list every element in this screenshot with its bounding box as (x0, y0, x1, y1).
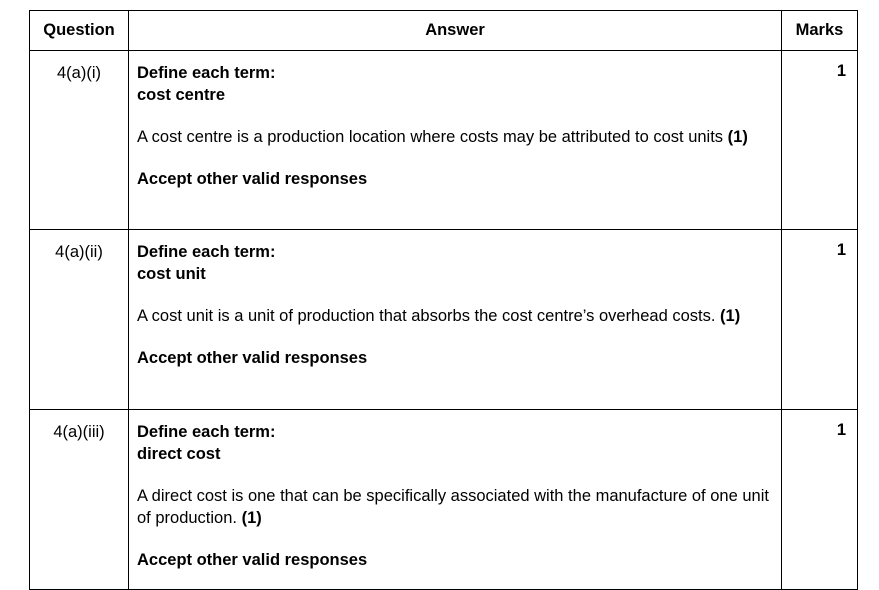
answer-prompt: Define each term: (137, 243, 276, 261)
answer-cell (129, 230, 782, 410)
answer-note: Accept other valid responses (137, 170, 368, 188)
question-number: 4(a)(iii) (30, 410, 129, 590)
answer-text: A direct cost is one that can be specifically associated with the manufacture of one unit of production. (137, 487, 769, 527)
header-marks: Marks (782, 11, 858, 51)
answer-mark: (1) (720, 307, 741, 325)
answer-text-block (137, 305, 773, 327)
answer-prompt: Define each term: (137, 64, 276, 82)
header-question: Question (30, 11, 129, 51)
answer-text: A cost centre is a production location where costs may be attributed to cost units (137, 128, 724, 146)
answer-mark: (1) (727, 128, 748, 146)
table-row (30, 410, 858, 590)
answer-term: cost centre (137, 86, 226, 104)
answer-text-block (137, 485, 773, 529)
marks-value: 1 (782, 230, 858, 410)
table-row (30, 230, 858, 410)
header-answer: Answer (129, 11, 782, 51)
question-number: 4(a)(i) (30, 51, 129, 230)
answer-prompt: Define each term: (137, 423, 276, 441)
marks-value: 1 (782, 51, 858, 230)
answer-text-block (137, 126, 773, 148)
table-row (30, 51, 858, 230)
question-number: 4(a)(ii) (30, 230, 129, 410)
answer-term: direct cost (137, 445, 221, 463)
answer-note: Accept other valid responses (137, 551, 368, 569)
header-row (30, 11, 858, 51)
mark-scheme-table (29, 10, 858, 590)
answer-note: Accept other valid responses (137, 349, 368, 367)
answer-cell (129, 51, 782, 230)
answer-mark: (1) (241, 509, 262, 527)
answer-text: A cost unit is a unit of production that absorbs the cost centre’s overhead costs. (137, 307, 716, 325)
answer-term: cost unit (137, 265, 206, 283)
answer-cell (129, 410, 782, 590)
marks-value: 1 (782, 410, 858, 590)
